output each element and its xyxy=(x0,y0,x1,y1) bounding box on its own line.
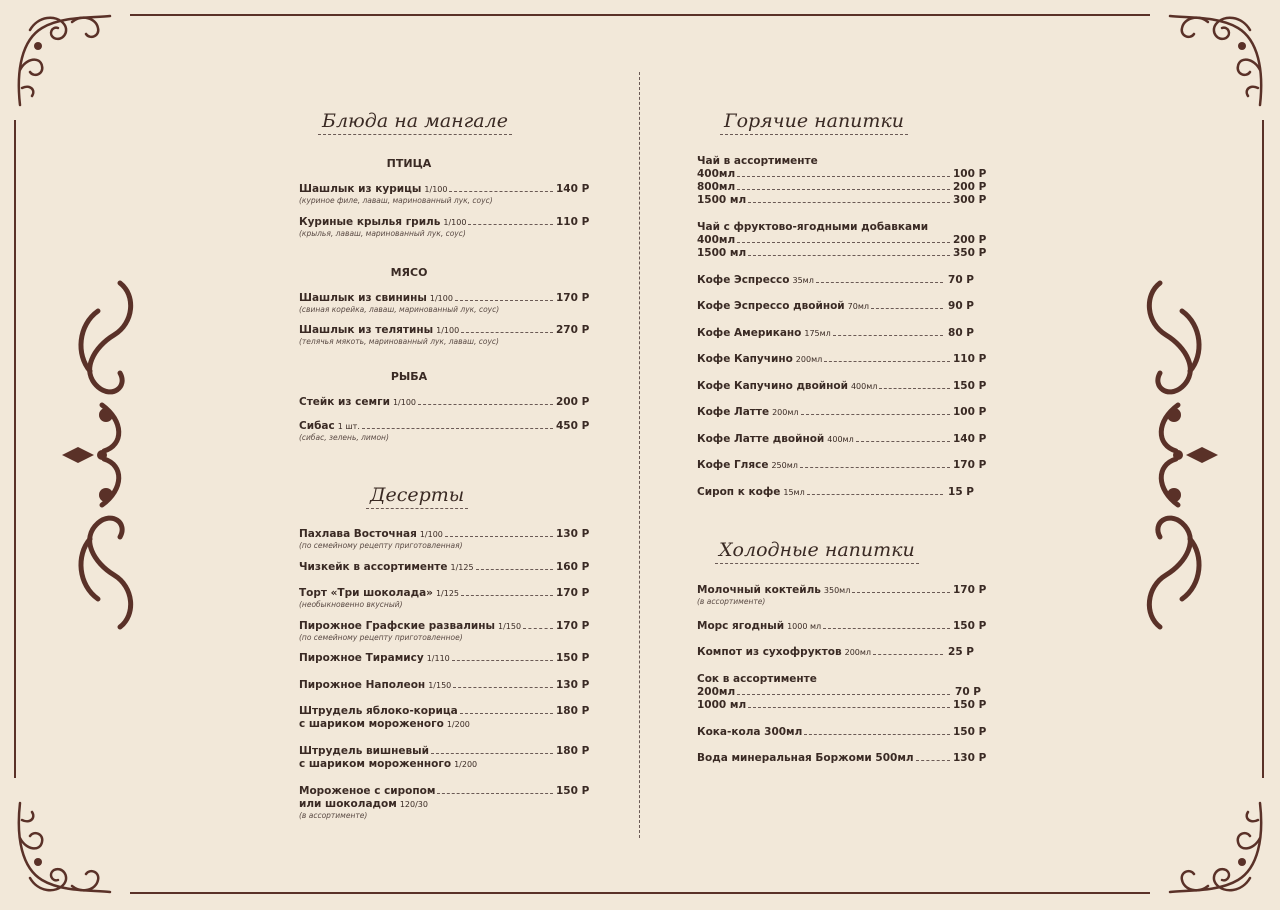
item-name: Чай в ассортименте xyxy=(697,155,818,167)
item-description: (необыкновенно вкусный) xyxy=(299,600,403,609)
item-name: Пирожное Тирамису xyxy=(299,652,424,664)
item-description: (телячья мякоть, маринованный лук, лаваш, соус) xyxy=(299,337,499,346)
item-name: Пахлава Восточная xyxy=(299,528,417,540)
corner-ornament-top-left xyxy=(12,10,112,110)
menu-item xyxy=(697,300,974,313)
item-price: 450 Р xyxy=(556,420,590,432)
section-title-grill-text: Блюда на мангале xyxy=(322,110,508,132)
group-title-fish: РЫБА xyxy=(390,370,428,383)
menu-item xyxy=(299,587,590,610)
menu-item xyxy=(697,726,987,739)
item-price: 100 Р xyxy=(953,406,987,418)
item-volume: 200мл xyxy=(844,648,872,657)
item-name: Штрудель яблоко-корица xyxy=(299,705,458,717)
item-price: 170 Р xyxy=(556,292,590,304)
item-name: Морс ягодный xyxy=(697,620,785,632)
item-description: (крылья, лаваш, маринованный лук, соус) xyxy=(299,229,466,238)
item-name: Пирожное Графские развалины xyxy=(299,620,495,632)
item-name: Сироп к кофе xyxy=(697,486,781,498)
item-name: Кофе Капучино xyxy=(697,353,793,365)
item-name: Стейк из семги xyxy=(299,396,390,408)
corner-ornament-top-right xyxy=(1168,10,1268,110)
item-price: 180 Р xyxy=(556,745,590,757)
item-name: Кофе Глясе xyxy=(697,459,769,471)
menu-item xyxy=(697,406,987,419)
menu-item xyxy=(299,620,590,643)
frame-top-line xyxy=(130,14,1150,16)
menu-item xyxy=(697,380,987,393)
menu-item xyxy=(299,216,590,239)
item-price: 25 Р xyxy=(948,646,974,658)
item-price: 170 Р xyxy=(953,584,987,596)
item-price: 300 Р xyxy=(953,194,987,206)
menu-item xyxy=(697,327,974,340)
item-volume: 400мл xyxy=(850,382,878,391)
item-price: 140 Р xyxy=(953,433,987,445)
menu-item xyxy=(299,561,590,574)
item-description: (куриное филе, лаваш, маринованный лук, соус) xyxy=(299,196,493,205)
item-name: Чизкейк в ассортименте xyxy=(299,561,448,573)
item-name: Кофе Эспрессо двойной xyxy=(697,300,845,312)
item-volume: 175мл xyxy=(804,329,831,338)
item-volume: 1/150 xyxy=(498,622,522,631)
section-title-grill xyxy=(322,110,508,132)
menu-item xyxy=(697,620,987,633)
item-name-line2: с шариком мороженного xyxy=(299,758,452,770)
item-description: (в ассортименте) xyxy=(697,597,766,606)
item-name: Шашлык из свинины xyxy=(299,292,427,304)
item-name: Шашлык из телятины xyxy=(299,324,434,336)
item-price: 170 Р xyxy=(953,459,987,471)
menu-item-fruit-tea xyxy=(697,221,987,260)
menu-item xyxy=(299,745,590,771)
item-size: 1000 мл xyxy=(697,699,747,711)
item-volume: 1/100 xyxy=(443,218,467,227)
frame-right-line xyxy=(1262,120,1264,778)
menu-item xyxy=(697,486,974,499)
section-title-cold-drinks xyxy=(719,539,915,561)
item-volume: 1000 мл xyxy=(787,622,822,631)
item-name: Кофе Капучино двойной xyxy=(697,380,848,392)
item-price: 160 Р xyxy=(556,561,590,573)
menu-item-juice xyxy=(697,673,987,712)
item-volume: 1/125 xyxy=(450,563,474,572)
item-price: 150 Р xyxy=(953,699,987,711)
item-volume: 250мл xyxy=(771,461,798,470)
item-volume: 1/100 xyxy=(429,294,453,303)
item-name: Шашлык из курицы xyxy=(299,183,422,195)
frame-bottom-line xyxy=(130,892,1150,894)
menu-item xyxy=(299,528,590,551)
item-size: 200мл xyxy=(697,686,736,698)
item-price: 150 Р xyxy=(556,652,590,664)
menu-item xyxy=(299,324,590,347)
menu-item xyxy=(299,183,590,206)
item-size: 1500 мл xyxy=(697,247,747,259)
page-divider xyxy=(639,72,640,838)
item-volume: 1/100 xyxy=(436,326,460,335)
item-size: 1500 мл xyxy=(697,194,747,206)
menu-item xyxy=(697,353,987,366)
item-volume: 1/100 xyxy=(424,185,448,194)
item-price: 70 Р xyxy=(948,274,974,286)
item-volume: 1/100 xyxy=(392,398,416,407)
item-price: 90 Р xyxy=(948,300,974,312)
item-price: 130 Р xyxy=(556,679,590,691)
item-price: 270 Р xyxy=(556,324,590,336)
item-name: Сибас xyxy=(299,420,335,432)
section-title-hot-drinks xyxy=(724,110,904,132)
item-price: 130 Р xyxy=(953,752,987,764)
item-price: 150 Р xyxy=(953,380,987,392)
item-price: 150 Р xyxy=(556,785,590,797)
menu-item-tea xyxy=(697,155,987,207)
item-name: Кофе Эспрессо xyxy=(697,274,790,286)
item-name: Компот из сухофруктов xyxy=(697,646,842,658)
menu-item xyxy=(299,679,590,692)
item-price: 150 Р xyxy=(953,726,987,738)
side-ornament-right xyxy=(1142,275,1222,635)
corner-ornament-bottom-left xyxy=(12,798,112,898)
item-description: (по семейному рецепту приготовленная) xyxy=(299,541,463,550)
item-volume: 120/30 xyxy=(399,800,428,809)
item-name: Кофе Латте xyxy=(697,406,770,418)
item-size: 400мл xyxy=(697,168,736,180)
section-title-desserts-text: Десерты xyxy=(370,484,465,506)
menu-item xyxy=(299,420,590,443)
item-name: Штрудель вишневый xyxy=(299,745,430,757)
item-volume: 1/200 xyxy=(446,720,470,729)
item-name: Мороженое с сиропом xyxy=(299,785,436,797)
item-name: Пирожное Наполеон xyxy=(299,679,426,691)
item-price: 70 Р xyxy=(955,686,981,698)
item-price: 200 Р xyxy=(556,396,590,408)
item-price: 140 Р xyxy=(556,183,590,195)
item-volume: 1 шт. xyxy=(337,422,360,431)
item-name: Сок в ассортименте xyxy=(697,673,817,685)
item-volume: 1/150 xyxy=(428,681,452,690)
menu-item xyxy=(299,652,590,665)
item-price: 130 Р xyxy=(556,528,590,540)
item-name: Молочный коктейль xyxy=(697,584,821,596)
group-title-meat: МЯСО xyxy=(390,266,428,279)
item-price: 100 Р xyxy=(953,168,987,180)
corner-ornament-bottom-right xyxy=(1168,798,1268,898)
item-volume: 15мл xyxy=(783,488,805,497)
frame-left-line xyxy=(14,120,16,778)
section-title-hot-text: Горячие напитки xyxy=(724,110,905,132)
item-name: Чай с фруктово-ягодными добавками xyxy=(697,221,929,233)
item-volume: 1/125 xyxy=(435,589,459,598)
menu-item xyxy=(697,433,987,446)
item-name-line2: или шоколадом xyxy=(299,798,397,810)
item-price: 110 Р xyxy=(953,353,987,365)
item-volume: 1/100 xyxy=(419,530,443,539)
item-price: 200 Р xyxy=(953,234,987,246)
menu-item xyxy=(299,292,590,315)
item-volume: 400мл xyxy=(827,435,854,444)
item-volume: 35мл xyxy=(792,276,814,285)
item-name: Вода минеральная Боржоми 500мл xyxy=(697,752,914,764)
item-price: 80 Р xyxy=(948,327,974,339)
item-price: 200 Р xyxy=(953,181,987,193)
item-name: Торт «Три шоколада» xyxy=(299,587,433,599)
item-price: 180 Р xyxy=(556,705,590,717)
menu-item xyxy=(697,752,987,765)
item-name-line2: с шариком мороженого xyxy=(299,718,444,730)
menu-item xyxy=(697,646,974,659)
item-name: Кока-кола 300мл xyxy=(697,726,803,738)
item-price: 170 Р xyxy=(556,620,590,632)
item-name: Куриные крылья гриль xyxy=(299,216,441,228)
item-size: 800мл xyxy=(697,181,736,193)
item-volume: 200мл xyxy=(795,355,823,364)
item-price: 150 Р xyxy=(953,620,987,632)
menu-item xyxy=(697,459,987,472)
item-volume: 70мл xyxy=(847,302,869,311)
item-description: (в ассортименте) xyxy=(299,811,368,820)
item-name: Кофе Латте двойной xyxy=(697,433,825,445)
side-ornament-left xyxy=(58,275,138,635)
item-name: Кофе Американо xyxy=(697,327,802,339)
item-price: 170 Р xyxy=(556,587,590,599)
item-description: (по семейному рецепту приготовленное) xyxy=(299,633,463,642)
menu-item xyxy=(299,785,590,821)
item-description: (сибас, зелень, лимон) xyxy=(299,433,389,442)
section-title-cold-text: Холодные напитки xyxy=(719,539,915,561)
menu-item xyxy=(299,705,590,731)
menu-item xyxy=(697,274,974,287)
item-price: 110 Р xyxy=(556,216,590,228)
menu-item xyxy=(697,584,987,607)
item-price: 15 Р xyxy=(948,486,974,498)
item-volume: 1/110 xyxy=(426,654,450,663)
section-title-desserts xyxy=(370,484,464,506)
item-price: 350 Р xyxy=(953,247,987,259)
item-volume: 1/200 xyxy=(454,760,478,769)
item-volume: 200мл xyxy=(772,408,799,417)
item-description: (свиная корейка, лаваш, маринованный лук, соус) xyxy=(299,305,500,314)
menu-item xyxy=(299,396,590,409)
item-size: 400мл xyxy=(697,234,736,246)
item-volume: 350мл xyxy=(823,586,851,595)
group-title-poultry: ПТИЦА xyxy=(386,157,432,170)
